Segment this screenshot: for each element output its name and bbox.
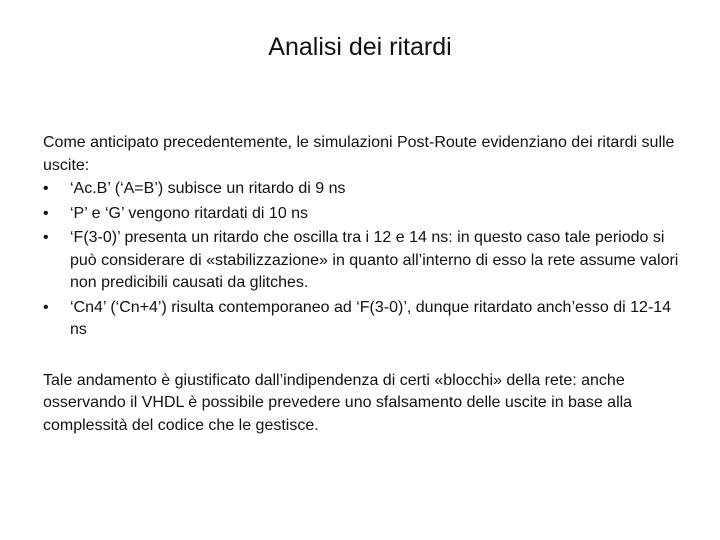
bullet-text: ‘Cn4’ (‘Cn+4’) risulta contemporaneo ad ‘F(3-0)’, dunque ritardato anch’esso di 12-14 ns: [70, 298, 672, 338]
bullet-text: ‘F(3-0)’ presenta un ritardo che oscilla tra i 12 e 14 ns: in questo caso tale periodo si può considerare di «stabilizzazione» in quanto all’interno di esso la rete assume valori non predicibili causati da glitches.: [70, 229, 679, 291]
delay-bullet-list: [43, 178, 683, 342]
bullet-text: ‘P’ e ‘G’ vengono ritardati di 10 ns: [70, 204, 309, 222]
bullet-dot-icon: •: [43, 229, 49, 246]
bullet-dot-icon: •: [43, 180, 49, 197]
intro-paragraph: Come anticipato precedentemente, le simulazioni Post-Route evidenziano dei ritardi sulle uscite:: [43, 134, 675, 174]
slide-title: Analisi dei ritardi: [268, 33, 452, 61]
bullet-dot-icon: •: [43, 298, 49, 316]
closing-paragraph: Tale andamento è giustificato dall’indipendenza di certi «blocchi» della rete: anche osservando il VHDL è possibile prevedere uno sfalsamento delle uscite in base alla complessità del codice che le gestisce.: [43, 371, 633, 434]
bullet-text: ‘Ac.B’ (‘A=B’) subisce un ritardo di 9 ns: [70, 180, 346, 197]
bullet-item-f30: [43, 227, 683, 295]
bullet-dot-icon: •: [43, 204, 49, 222]
bullet-item-acb: [43, 178, 683, 201]
bullet-item-p-g: [43, 203, 683, 226]
bullet-item-cn4: [43, 297, 683, 342]
slide-body: [43, 132, 683, 437]
